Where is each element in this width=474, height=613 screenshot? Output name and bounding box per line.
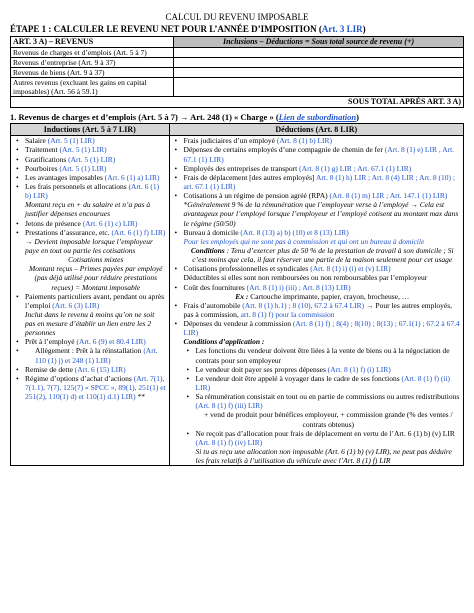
list-item: • Coût des fournitures (Art. 8 (1) i) (iii) ; Art. 8 (13) LIR) Ex : Cartouche imprimante, papier, crayon, brocheuse, … xyxy=(184,283,461,301)
subordination-link[interactable]: Lien de subordination xyxy=(278,112,357,123)
list-item: • Dépenses du vendeur à commission (Art. 8 (1) f) ; 8(4) ; 8(10) ; 8(13) ; 67.1(1) ; 67.2 à 67.4 LIR) Conditions d’application : • Les fonctions du vendeur doivent être liées à la vente de biens ou à la négociation de contrats pour son employeur • Le vendeur doit payer ses propres dépenses (Art. 8 (1) f) (i) LIR) • Le vendeur doit être appelé à voyager dans le cadre de ses fonctions (Art. 8 (1) f) (ii) LIR) • Sa rémunération consistait en tout ou en partie de commissions ou autres redistributions (Art. 8 (1) f) (iii) LIR) + vend de produit pour bénéfices employeur, + commission grande (% des ventes / contrats obtenus) • Ne reçoit pas d’allocation pour frais de déplacement en vertu de l’Art. 6 (1) b) (v) LIR (Art. 8 (1) f) (iv) LIR) Si tu as reçu une allocation non imposable (Art. 6 (1) b) (v) LIR), ne peut pas déduire les frais relatifs à l’utilisation du véhicule avec l’Art. 8 (1) f) LIR xyxy=(184,319,461,465)
summary-header: Inclusions – Déductions = Sous total source de revenu (+) xyxy=(174,36,464,47)
list-item: • Cotisations à un régime de pension agréé (RPA) (Art. 8 (1) m) LIR ; Art. 147.1 (1) LIR) *Généralement 9 % de la rémunération que l’employeur verse à l’employé → Cela est avantageux pour l’employé lorsque l’employeur et l’employé cotisent au montant max dans le régime (50/50) xyxy=(184,191,461,228)
revenue-summary-table xyxy=(10,36,464,108)
row-label: Revenus de biens (Art. 9 à 37) xyxy=(11,67,174,77)
inductions-column xyxy=(11,136,170,466)
section-text: 1. Revenus de charges et d’emplois (Art. 5 à 7) → Art. 248 (1) « Charge » ( xyxy=(10,112,279,123)
step-close: ) xyxy=(362,23,366,34)
document-title: CALCUL DU REVENU IMPOSABLE xyxy=(165,12,309,22)
table-row xyxy=(11,57,464,67)
table-row xyxy=(11,47,464,57)
list-item: • Pourboires (Art. 5 (1) LIR) xyxy=(25,164,167,173)
inductions-header: Inductions (Art. 5 à 7 LIR) xyxy=(11,123,170,136)
list-item: • Cotisations professionnelles et syndicales (Art. 8 (1) i) (i) et (v) LIR) Déductibles si elles sont non remboursées ou non remboursables par l’employeur xyxy=(184,264,461,282)
list-item: • Salaire (Art. 5 (1) LIR) xyxy=(25,136,167,145)
section-heading xyxy=(10,112,464,122)
list-item: • Les avantages imposables (Art. 6 (1) a) LIR) xyxy=(25,173,167,182)
list-item: • Prestations d’assurance, etc. (Art. 6 (1) f) LIR) → Devient imposable lorsque l’employeur paye en tout ou partie les cotisations Cotisations mixtes Montant reçus – Primes payées par employé (pas déjà utilisé pour réduire prestations reçues) = Montant imposable xyxy=(25,228,167,292)
list-item: • Régime d’options d’achat d’actions (Art. 7(1), 7(1.1), 7(7), 125(7) « SPCC », 89(1), 251(1) et 251(2), 110(1) d) et 110(1) d.1) LIR) ** xyxy=(25,374,167,401)
list-item: • Dépenses de certains employés d’une compagnie de chemin de fer (Art. 8 (1) e) LIR , Art. 67.1 (1) LIR) xyxy=(184,145,461,163)
list-item: • Jetons de présence (Art. 6 (1) c) LIR) xyxy=(25,219,167,228)
list-item: • Employés des entreprises de transport (Art. 8 (1) g) LIR ; Art. 67.1 (1) LIR) xyxy=(184,164,461,173)
list-item: • Le vendeur doit être appelé à voyager dans le cadre de ses fonctions (Art. 8 (1) f) (ii) LIR) xyxy=(196,374,461,392)
step-text: ÉTAPE 1 : CALCULER LE REVENU NET POUR L’ANNÉE D’IMPOSITION ( xyxy=(10,23,322,34)
subtotal-row: SOUS TOTAL APRÈS ART. 3 A) xyxy=(11,97,464,108)
row-label: Revenus d’entreprise (Art. 9 à 37) xyxy=(11,57,174,67)
list-item: • Remise de dette (Art. 6 (15) LIR) xyxy=(25,365,167,374)
row-label: Autres revenus (excluant les gains en capital imposables) (Art. 56 à 59.1) xyxy=(11,78,174,97)
list-item: • Frais de déplacement [des autres employés] Art. 8 (1) h) LIR ; Art. 8 (4) LIR ; Art. 8 (10) ; art. 67.1 (1) LIR) xyxy=(184,173,461,191)
list-item: • Traitement (Art. 5 (1) LIR) xyxy=(25,145,167,154)
table-row xyxy=(11,78,464,97)
list-item: • Ne reçoit pas d’allocation pour frais de déplacement en vertu de l’Art. 6 (1) b) (v) LIR (Art. 8 (1) f) (iv) LIR) Si tu as reçu une allocation non imposable (Art. 6 (1) b) (v) LIR), ne peut pas déduire les frais relatifs à l’utilisation du véhicule avec l’Art. 8 (1) f) LIR xyxy=(196,429,461,466)
list-item: • Les frais personnels et allocations (Art. 6 (1) b) LIR) Montant reçu en + du salaire et n’a pas à justifier dépenses encourues xyxy=(25,182,167,219)
list-item: • Sa rémunération consistait en tout ou en partie de commissions ou autres redistributions (Art. 8 (1) f) (iii) LIR) + vend de produit pour bénéfices employeur, + commission grande (% des ventes / contrats obtenus) xyxy=(196,392,461,429)
list-item: • Paiements particuliers avant, pendant ou après l’emploi (Art. 6 (3) LIR) Inclut dans le revenu à moins qu’on ne soit pas en mesure d’établir un lien entre les 2 personnes xyxy=(25,292,167,338)
art3-label: ART. 3 A) – REVENUS xyxy=(11,36,174,47)
row-label: Revenus de charges et d’emplois (Art. 5 à 7) xyxy=(11,47,174,57)
list-item: • Gratifications (Art. 5 (1) LIR) xyxy=(25,155,167,164)
list-item: • Allègement : Prêt à la réinstallation (Art. 110 (1) j) et 248 (1) LIR) xyxy=(25,346,167,364)
deductions-header: Déductions (Art. 8 LIR) xyxy=(169,123,463,136)
list-item: • Les fonctions du vendeur doivent être liées à la vente de biens ou à la négociation de contrats pour son employeur xyxy=(196,346,461,364)
step-ref: Art. 3 LIR xyxy=(321,23,363,34)
list-item: • Frais judiciaires d’un employé (Art. 8 (1) b) LIR) xyxy=(184,136,461,145)
deductions-column xyxy=(169,136,463,466)
section-close: ) xyxy=(356,112,359,123)
list-item: • Prêt à l’employé (Art. 6 (9) et 80.4 LIR) xyxy=(25,337,167,346)
list-item: • Le vendeur doit payer ses propres dépenses (Art. 8 (1) f) (i) LIR) xyxy=(196,365,461,374)
document-page xyxy=(10,0,464,466)
list-item: • Bureau à domicile (Art. 8 (13) a) b) (10) et 8 (13) LIR) Pour les employés qui ne sont pas à commission et qui ont un bureau à domicile Conditions : Tenu d’exercer plus de 50 % de la prestation de travail à son domicile ; Si c’est moins que cela, il faut réserver une partie de la maison seulement pour cet usage xyxy=(184,228,461,265)
employment-table xyxy=(10,123,464,467)
table-row xyxy=(11,67,464,77)
list-item: • Frais d’automobile (Art. 8 (1) h.1) ; 8 (10), 67.2 à 67.4 LIR) → Pour les autres employés, pas à commission, art. 8 (1) f) pour la commission xyxy=(184,301,461,319)
step-heading xyxy=(10,24,464,35)
